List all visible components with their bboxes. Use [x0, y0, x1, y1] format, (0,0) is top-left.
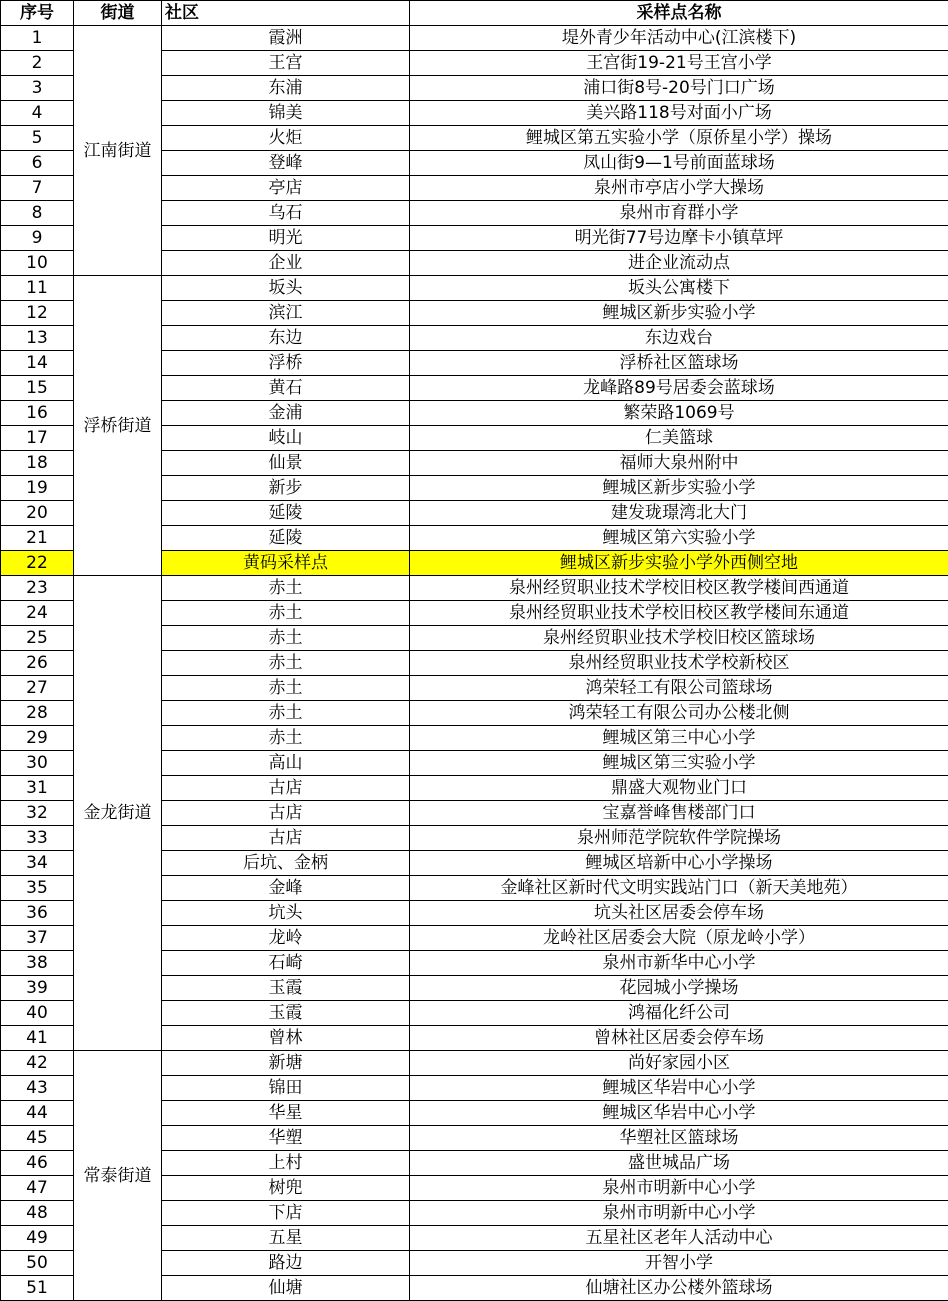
row-number: 10 [1, 251, 74, 276]
community-cell: 岐山 [162, 426, 410, 451]
community-cell: 玉霞 [162, 1001, 410, 1026]
community-cell: 东边 [162, 326, 410, 351]
row-number: 15 [1, 376, 74, 401]
row-number: 18 [1, 451, 74, 476]
row-number: 40 [1, 1001, 74, 1026]
community-cell: 玉霞 [162, 976, 410, 1001]
sampling-site-cell: 鲤城区第三实验小学 [410, 751, 948, 776]
row-number: 24 [1, 601, 74, 626]
row-number: 9 [1, 226, 74, 251]
row-number: 26 [1, 651, 74, 676]
community-cell: 明光 [162, 226, 410, 251]
community-cell: 浮桥 [162, 351, 410, 376]
community-cell: 金浦 [162, 401, 410, 426]
community-cell: 新塘 [162, 1051, 410, 1076]
community-cell: 高山 [162, 751, 410, 776]
community-cell: 上村 [162, 1151, 410, 1176]
sampling-site-cell: 王宫街19-21号王宫小学 [410, 51, 948, 76]
row-number: 20 [1, 501, 74, 526]
sampling-site-cell: 开智小学 [410, 1251, 948, 1276]
row-number: 42 [1, 1051, 74, 1076]
row-number: 47 [1, 1176, 74, 1201]
community-cell: 东浦 [162, 76, 410, 101]
table-body [1, 26, 948, 1301]
row-number: 1 [1, 26, 74, 51]
row-number: 48 [1, 1201, 74, 1226]
community-cell: 赤土 [162, 576, 410, 601]
row-number: 41 [1, 1026, 74, 1051]
sampling-site-cell: 泉州经贸职业技术学校旧校区教学楼间西通道 [410, 576, 948, 601]
sampling-site-cell: 美兴路118号对面小广场 [410, 101, 948, 126]
sampling-site-cell: 宝嘉誉峰售楼部门口 [410, 801, 948, 826]
row-number: 16 [1, 401, 74, 426]
sampling-site-cell: 泉州经贸职业技术学校旧校区篮球场 [410, 626, 948, 651]
sampling-site-cell: 鲤城区第六实验小学 [410, 526, 948, 551]
street-cell: 常泰街道 [74, 1051, 162, 1301]
row-number: 6 [1, 151, 74, 176]
table-row [1, 276, 948, 301]
community-cell: 赤土 [162, 726, 410, 751]
sampling-site-cell: 鼎盛大观物业门口 [410, 776, 948, 801]
row-number: 8 [1, 201, 74, 226]
community-cell: 赤土 [162, 601, 410, 626]
row-number: 30 [1, 751, 74, 776]
community-cell: 古店 [162, 776, 410, 801]
sampling-site-cell: 龙峰路89号居委会蓝球场 [410, 376, 948, 401]
row-number: 32 [1, 801, 74, 826]
community-cell: 曾林 [162, 1026, 410, 1051]
row-number: 29 [1, 726, 74, 751]
community-cell: 赤土 [162, 651, 410, 676]
row-number: 44 [1, 1101, 74, 1126]
community-cell: 霞洲 [162, 26, 410, 51]
table-row [1, 576, 948, 601]
header-street: 街道 [74, 1, 162, 26]
sampling-site-cell: 龙岭社区居委会大院（原龙岭小学） [410, 926, 948, 951]
row-number: 12 [1, 301, 74, 326]
sampling-site-cell: 曾林社区居委会停车场 [410, 1026, 948, 1051]
community-cell: 黄码采样点 [162, 551, 410, 576]
street-cell: 浮桥街道 [74, 276, 162, 576]
row-number: 25 [1, 626, 74, 651]
row-number: 17 [1, 426, 74, 451]
sampling-site-cell: 泉州经贸职业技术学校新校区 [410, 651, 948, 676]
community-cell: 华塑 [162, 1126, 410, 1151]
community-cell: 下店 [162, 1201, 410, 1226]
header-no: 序号 [1, 1, 74, 26]
sampling-site-cell: 泉州市新华中心小学 [410, 951, 948, 976]
community-cell: 延陵 [162, 526, 410, 551]
sampling-site-cell: 堤外青少年活动中心(江滨楼下) [410, 26, 948, 51]
community-cell: 仙景 [162, 451, 410, 476]
row-number: 23 [1, 576, 74, 601]
row-number: 3 [1, 76, 74, 101]
row-number: 14 [1, 351, 74, 376]
sampling-site-cell: 鲤城区华岩中心小学 [410, 1101, 948, 1126]
community-cell: 树兜 [162, 1176, 410, 1201]
row-number: 2 [1, 51, 74, 76]
sampling-site-cell: 福师大泉州附中 [410, 451, 948, 476]
row-number: 33 [1, 826, 74, 851]
sampling-site-cell: 鸿荣轻工有限公司篮球场 [410, 676, 948, 701]
community-cell: 古店 [162, 826, 410, 851]
sampling-site-cell: 鲤城区第五实验小学（原侨星小学）操场 [410, 126, 948, 151]
community-cell: 赤土 [162, 676, 410, 701]
sampling-site-cell: 盛世城品广场 [410, 1151, 948, 1176]
community-cell: 企业 [162, 251, 410, 276]
community-cell: 赤土 [162, 626, 410, 651]
row-number: 22 [1, 551, 74, 576]
sampling-site-cell: 仙塘社区办公楼外篮球场 [410, 1276, 948, 1301]
community-cell: 亭店 [162, 176, 410, 201]
sampling-site-cell: 鲤城区新步实验小学 [410, 301, 948, 326]
sampling-site-cell: 鲤城区新步实验小学 [410, 476, 948, 501]
sampling-site-cell: 繁荣路1069号 [410, 401, 948, 426]
community-cell: 锦田 [162, 1076, 410, 1101]
community-cell: 乌石 [162, 201, 410, 226]
community-cell: 石崎 [162, 951, 410, 976]
sampling-site-cell: 凤山街9—1号前面蓝球场 [410, 151, 948, 176]
sampling-site-cell: 鲤城区华岩中心小学 [410, 1076, 948, 1101]
sampling-site-cell: 尚好家园小区 [410, 1051, 948, 1076]
row-number: 43 [1, 1076, 74, 1101]
community-cell: 龙岭 [162, 926, 410, 951]
community-cell: 五星 [162, 1226, 410, 1251]
row-number: 46 [1, 1151, 74, 1176]
row-number: 21 [1, 526, 74, 551]
row-number: 34 [1, 851, 74, 876]
row-number: 13 [1, 326, 74, 351]
row-number: 27 [1, 676, 74, 701]
sampling-site-cell: 泉州市育群小学 [410, 201, 948, 226]
street-cell: 金龙街道 [74, 576, 162, 1051]
sampling-site-cell: 鲤城区培新中心小学操场 [410, 851, 948, 876]
sampling-site-cell: 浦口街8号-20号门口广场 [410, 76, 948, 101]
row-number: 49 [1, 1226, 74, 1251]
row-number: 36 [1, 901, 74, 926]
community-cell: 古店 [162, 801, 410, 826]
community-cell: 锦美 [162, 101, 410, 126]
row-number: 50 [1, 1251, 74, 1276]
sampling-site-cell: 明光街77号边摩卡小镇草坪 [410, 226, 948, 251]
community-cell: 黄石 [162, 376, 410, 401]
community-cell: 后坑、金柄 [162, 851, 410, 876]
row-number: 4 [1, 101, 74, 126]
community-cell: 金峰 [162, 876, 410, 901]
row-number: 7 [1, 176, 74, 201]
row-number: 28 [1, 701, 74, 726]
community-cell: 赤土 [162, 701, 410, 726]
community-cell: 仙塘 [162, 1276, 410, 1301]
sampling-site-cell: 泉州经贸职业技术学校旧校区教学楼间东通道 [410, 601, 948, 626]
row-number: 38 [1, 951, 74, 976]
sampling-site-cell: 鲤城区新步实验小学外西侧空地 [410, 551, 948, 576]
street-cell: 江南街道 [74, 26, 162, 276]
sampling-site-cell: 金峰社区新时代文明实践站门口（新天美地苑） [410, 876, 948, 901]
sampling-site-cell: 建发珑璟湾北大门 [410, 501, 948, 526]
sampling-site-cell: 泉州市亭店小学大操场 [410, 176, 948, 201]
row-number: 19 [1, 476, 74, 501]
row-number: 37 [1, 926, 74, 951]
community-cell: 滨江 [162, 301, 410, 326]
sampling-site-cell: 泉州市明新中心小学 [410, 1176, 948, 1201]
table-row [1, 26, 948, 51]
header-site: 采样点名称 [410, 1, 948, 26]
sampling-site-cell: 鸿荣轻工有限公司办公楼北侧 [410, 701, 948, 726]
header-community: 社区 [162, 1, 410, 26]
community-cell: 路边 [162, 1251, 410, 1276]
community-cell: 火炬 [162, 126, 410, 151]
sampling-site-cell: 鸿福化纤公司 [410, 1001, 948, 1026]
row-number: 11 [1, 276, 74, 301]
community-cell: 坂头 [162, 276, 410, 301]
row-number: 39 [1, 976, 74, 1001]
row-number: 45 [1, 1126, 74, 1151]
sampling-site-cell: 浮桥社区篮球场 [410, 351, 948, 376]
table-row [1, 1051, 948, 1076]
community-cell: 华星 [162, 1101, 410, 1126]
sampling-site-cell: 泉州师范学院软件学院操场 [410, 826, 948, 851]
row-number: 31 [1, 776, 74, 801]
sampling-site-cell: 坑头社区居委会停车场 [410, 901, 948, 926]
sampling-site-cell: 坂头公寓楼下 [410, 276, 948, 301]
row-number: 51 [1, 1276, 74, 1301]
sampling-site-cell: 鲤城区第三中心小学 [410, 726, 948, 751]
community-cell: 坑头 [162, 901, 410, 926]
sampling-site-cell: 仁美篮球 [410, 426, 948, 451]
sampling-site-cell: 华塑社区篮球场 [410, 1126, 948, 1151]
sampling-site-cell: 进企业流动点 [410, 251, 948, 276]
sampling-site-cell: 东边戏台 [410, 326, 948, 351]
sampling-site-cell: 泉州市明新中心小学 [410, 1201, 948, 1226]
row-number: 35 [1, 876, 74, 901]
header-row [1, 1, 948, 26]
row-number: 5 [1, 126, 74, 151]
community-cell: 王宫 [162, 51, 410, 76]
community-cell: 新步 [162, 476, 410, 501]
community-cell: 登峰 [162, 151, 410, 176]
community-cell: 延陵 [162, 501, 410, 526]
sampling-site-cell: 花园城小学操场 [410, 976, 948, 1001]
sampling-site-cell: 五星社区老年人活动中心 [410, 1226, 948, 1251]
